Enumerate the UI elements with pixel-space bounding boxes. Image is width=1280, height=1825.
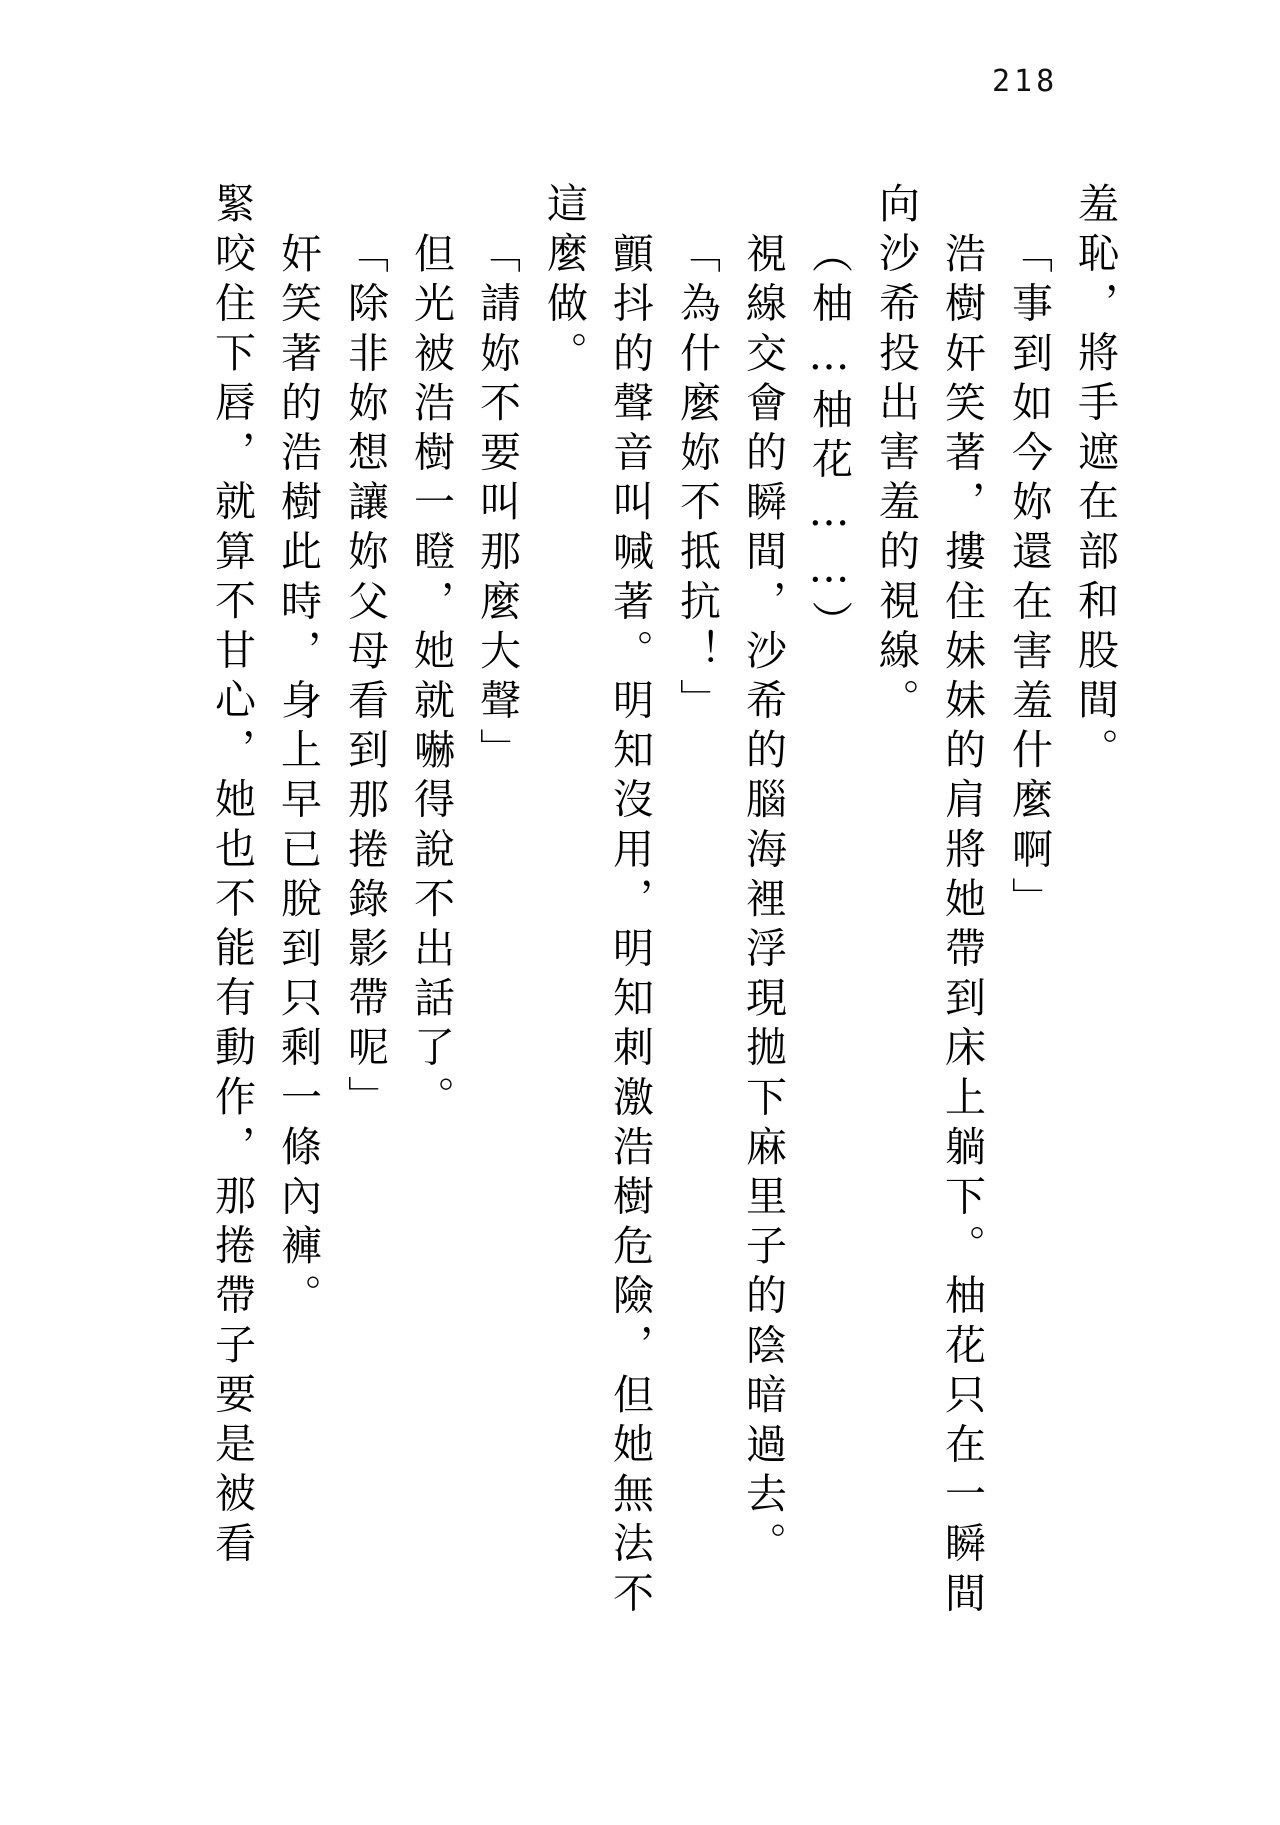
- text-column: 「事到如今妳還在害羞什麼啊」: [1005, 232, 1053, 927]
- text-column: 奸笑著的浩樹此時，身上早已脫到只剩一條內褲。: [274, 232, 322, 1324]
- text-column: （柚…柚花……）: [805, 232, 853, 650]
- text-column: 羞恥，將手遮在部和股間。: [1071, 182, 1119, 778]
- text-column: 「除非妳想讓妳父母看到那捲錄影帶呢」: [341, 232, 389, 1125]
- text-column: 「為什麼妳不抵抗！」: [673, 232, 721, 728]
- page-number: 218: [992, 64, 1059, 99]
- text-column: 「請妳不要叫那麼大聲」: [473, 232, 521, 778]
- text-column: 這麼做。: [540, 182, 588, 381]
- text-column: 但光被浩樹一瞪，她就嚇得說不出話了。: [407, 232, 455, 1125]
- text-column: 顫抖的聲音叫喊著。明知沒用，明知刺激浩樹危險，但她無法不: [606, 232, 654, 1621]
- text-column: 向沙希投出害羞的視線。: [872, 182, 920, 728]
- text-column: 浩樹奸笑著，摟住妹妹的肩將她帶到床上躺下。柚花只在一瞬間: [938, 232, 986, 1621]
- text-column: 緊咬住下唇，就算不甘心，她也不能有動作，那捲帶子要是被看: [208, 182, 256, 1571]
- text-column: 視線交會的瞬間，沙希的腦海裡浮現拋下麻里子的陰暗過去。: [739, 232, 787, 1572]
